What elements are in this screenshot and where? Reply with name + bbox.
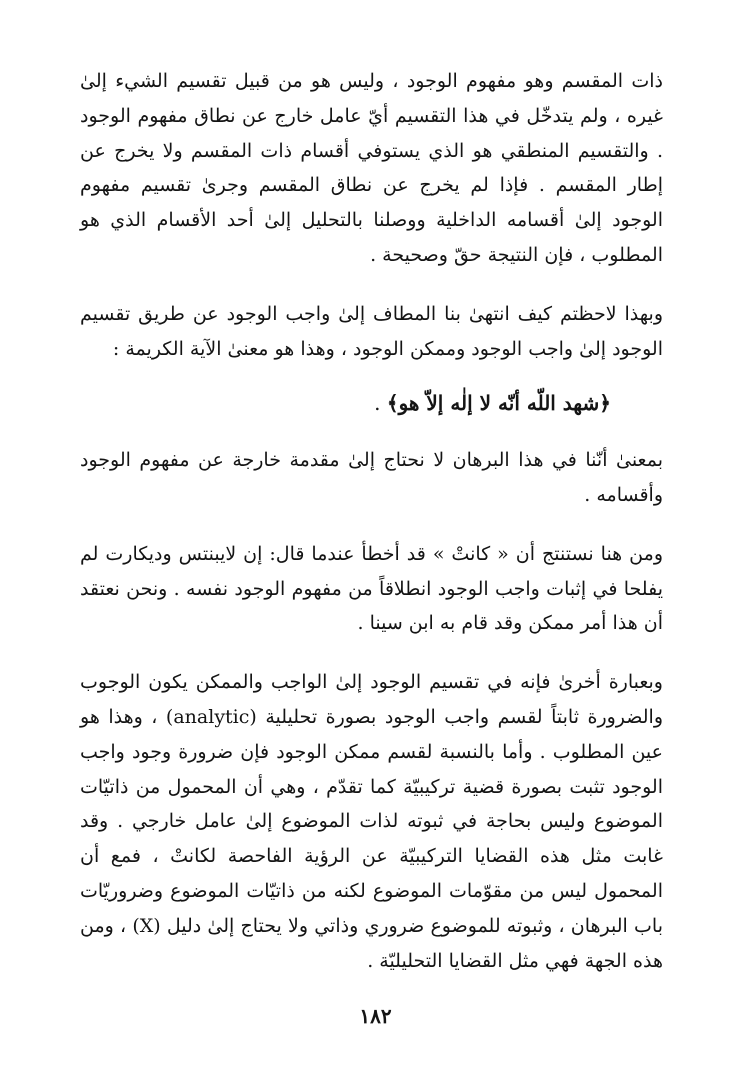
page-body xyxy=(80,64,663,978)
paragraph-3: بمعنىٰ أنّنا في هذا البرهان لا نحتاج إلىٰ مقدمة خارجة عن مفهوم الوجود وأقسامه . xyxy=(80,449,663,506)
paragraph-2: وبهذا لاحظتم كيف انتهىٰ بنا المطاف إلىٰ واجب الوجود عن طريق تقسيم الوجود إلىٰ واجب الوجود وممكن الوجود ، وهذا هو معنىٰ الآية الكريمة : xyxy=(80,302,663,360)
paragraph-1: ذات المقسم وهو مفهوم الوجود ، وليس هو من قبيل تقسيم الشيء إلىٰ غيره ، ولم يتدخّل في هذا التقسيم أيّ عامل خارج عن نطاق مفهوم الوجود . والتقسيم المنطقي هو الذي يستوفي أقسام ذات المقسم ولا يخرج عن إطار المقسم . فإذا لم يخرج عن نطاق المقسم وجرىٰ تقسيم مفهوم الوجود إلىٰ أقسامه الداخلية ووصلنا بالتحليل إلىٰ أحد الأقسام الذي هو المطلوب ، فإن النتيجة حقّ وصحيحة . xyxy=(80,70,663,266)
quran-verse-text: ﴿شهد اللّه أنّه لا إلٰه إلاّ هو﴾ xyxy=(386,391,611,416)
quran-verse xyxy=(80,386,663,421)
quran-verse-end: . xyxy=(374,391,387,416)
paragraph-5: وبعبارة أخرىٰ فإنه في تقسيم الوجود إلىٰ الواجب والممكن يكون الوجوب والضرورة ثابتاً لقسم واجب الوجود بصورة تحليلية (analytic) ، وهذا هو عين المطلوب . وأما بالنسبة لقسم ممكن الوجود فإن ضرورة وجود واجب الوجود تثبت بصورة قضية تركيبيّة كما تقدّم ، وهي أن المحمول من ذاتيّات الموضوع وليس بحاجة في ثبوته لذات الموضوع إلىٰ عامل خارجي . وقد غابت مثل هذه القضايا التركيبيّة عن الرؤية الفاحصة لكانتْ ، فمع أن المحمول ليس من مقوّمات الموضوع لكنه من ذاتيّات الموضوع وضروريّات باب البرهان ، وثبوته للموضوع ضروري وذاتي ولا يحتاج إلىٰ دليل (X) ، ومن هذه الجهة فهي مثل القضايا التحليليّة . xyxy=(80,671,663,972)
page-number: ١٨٢ xyxy=(359,1004,392,1028)
paragraph-4: ومن هنا نستنتج أن « كانتْ » قد أخطأ عندما قال: إن لايبنتس وديكارت لم يفلحا في إثبات واجب الوجود انطلاقاً من مفهوم الوجود نفسه . ونحن نعتقد أن هذا أمر ممكن وقد قام به ابن سينا . xyxy=(80,542,663,635)
